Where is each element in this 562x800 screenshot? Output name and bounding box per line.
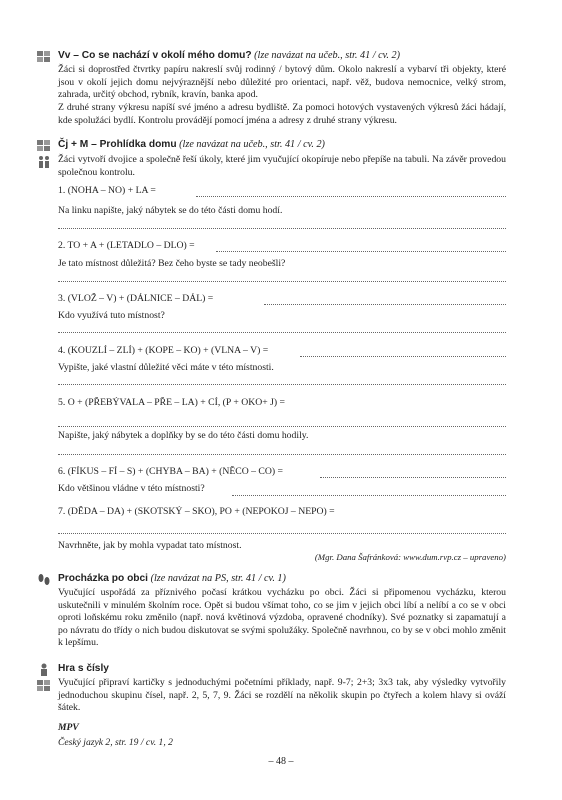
answer-line — [58, 453, 506, 455]
task-6-equation: 6. (FÍKUS – FÍ – S) + (CHYBA – BA) + (NĚCO – CO) = — [58, 466, 283, 477]
answer-line — [300, 355, 506, 357]
game-heading — [58, 663, 109, 674]
task-3-question: Kdo využívá tuto místnost? — [58, 310, 165, 321]
task-2-question: Je tato místnost důležitá? Bez čeho byste se tady neobešli? — [58, 258, 286, 269]
puzzle-icon — [36, 679, 52, 693]
answer-line — [58, 331, 506, 333]
page-number: – 48 – — [268, 756, 294, 767]
answer-line — [58, 532, 506, 534]
task-2-equation: 2. TO + A + (LETADLO – DLO) = — [58, 240, 195, 251]
answer-line — [58, 227, 506, 229]
footprints-icon — [36, 573, 52, 587]
walk-text: Vyučující uspořádá za příznivého počasí krátkou vycházku po obci. Žáci si připomenou vycházku, kterou uskutečnili v minulém školním roce. Opět si budou všímat toho, co se jim v jejich obci líbí a nelíbí a co se v obci oproti loňskému roku změnilo (např. nová květinová výzdoba, opravené chodníky). Své poznatky si zapamatují a po návratu do třídy o nich budou diskutovat se svými spolužáky. Společně navrhnou, co by se v obci mohlo změnit k lepšímu. — [58, 587, 506, 648]
task-4-equation: 4. (KOUZLÍ – ZLÍ) + (KOPE – KO) + (VLNA – V) = — [58, 345, 269, 356]
source-credit: (Mgr. Dana Šafránková: www.dum.rvp.cz – upraveno) — [314, 552, 506, 562]
answer-line — [58, 425, 506, 427]
answer-line — [232, 494, 506, 496]
answer-line — [216, 250, 506, 252]
mpv-label: MPV — [58, 722, 79, 733]
vv-heading — [58, 50, 400, 61]
puzzle-icon — [36, 139, 52, 153]
answer-line — [58, 383, 506, 385]
pair-people-icon — [36, 155, 52, 169]
walk-heading — [58, 573, 286, 584]
cjm-intro: Žáci vytvoří dvojice a společně řeší úkoly, které jim vyučující okopíruje nebo přepíše na tabuli. Na závěr provedou společnou kontrolu. — [58, 154, 506, 178]
vv-paragraph-1: Žáci si doprostřed čtvrtky papíru nakreslí svůj rodinný / bytový dům. Okolo nakreslí a vybarví tři objekty, které jsou v okolí jejich domu nejvýraznější nebo důležité pro orientaci, např. věž, budova nemocnice, velký strom, zahrada, určitý obchod, rybník, kravín, banka apod. — [58, 64, 506, 100]
vv-note: (lze navázat na učeb., str. 41 / cv. 2) — [254, 50, 400, 61]
walk-title: Procházka po obci — [58, 573, 149, 584]
cjm-heading — [58, 139, 325, 150]
mpv-reference: Český jazyk 2, str. 19 / cv. 1, 2 — [58, 737, 173, 748]
task-3-equation: 3. (VLOŽ – V) + (DÁLNICE – DÁL) = — [58, 293, 214, 304]
game-text: Vyučující připraví kartičky s jednoduchými početními příklady, např. 9-7; 2+3; 3x3 tak, aby výsledky vytvořily jednoduchou skupinu čísel, např. 2, 5, 7, 9. Žáci se rozdělí na několik skupin po čtyřech a kolem hlavy si ováží šátek. — [58, 677, 506, 713]
walk-note: (lze navázat na PS, str. 41 / cv. 1) — [150, 573, 286, 584]
vv-paragraph-2: Z druhé strany výkresu napíší své jméno a adresu bydliště. Za pomoci hotových vystavených výkresů žáci hádají, kde spolužáci bydlí. Kontrolu provádějí pomocí jména a adresy z druhé strany výkresu. — [58, 102, 506, 126]
cjm-note: (lze navázat na učeb., str. 41 / cv. 2) — [179, 139, 325, 150]
task-1-equation: 1. (NOHA – NO) + LA = — [58, 185, 156, 196]
vv-title: Vv – Co se nachází v okolí mého domu? — [58, 50, 252, 61]
task-7-equation: 7. (DĚDA – DA) + (SKOTSKÝ – SKO), PO + (NEPOKOJ – NEPO) = — [58, 506, 335, 517]
answer-line — [196, 195, 506, 197]
cjm-title: Čj + M – Prohlídka domu — [58, 139, 177, 150]
task-5-equation: 5. O + (PŘEBÝVALA – PŘE – LA) + CÍ, (P + OKO+ J) = — [58, 397, 285, 408]
game-title: Hra s čísly — [58, 663, 109, 674]
task-4-question: Vypište, jaké vlastní důležité věci máte v této místnosti. — [58, 362, 274, 373]
task-1-question: Na linku napište, jaký nábytek se do této části domu hodí. — [58, 205, 283, 216]
puzzle-icon — [36, 50, 52, 64]
answer-line — [264, 303, 506, 305]
answer-line — [320, 476, 506, 478]
task-7-question: Navrhněte, jak by mohla vypadat tato místnost. — [58, 540, 242, 551]
task-5-question: Napište, jaký nábytek a doplňky by se do této části domu hodily. — [58, 430, 309, 441]
answer-line — [58, 280, 506, 282]
person-icon — [36, 663, 52, 677]
task-6-question: Kdo většinou vládne v této místnosti? — [58, 483, 205, 494]
